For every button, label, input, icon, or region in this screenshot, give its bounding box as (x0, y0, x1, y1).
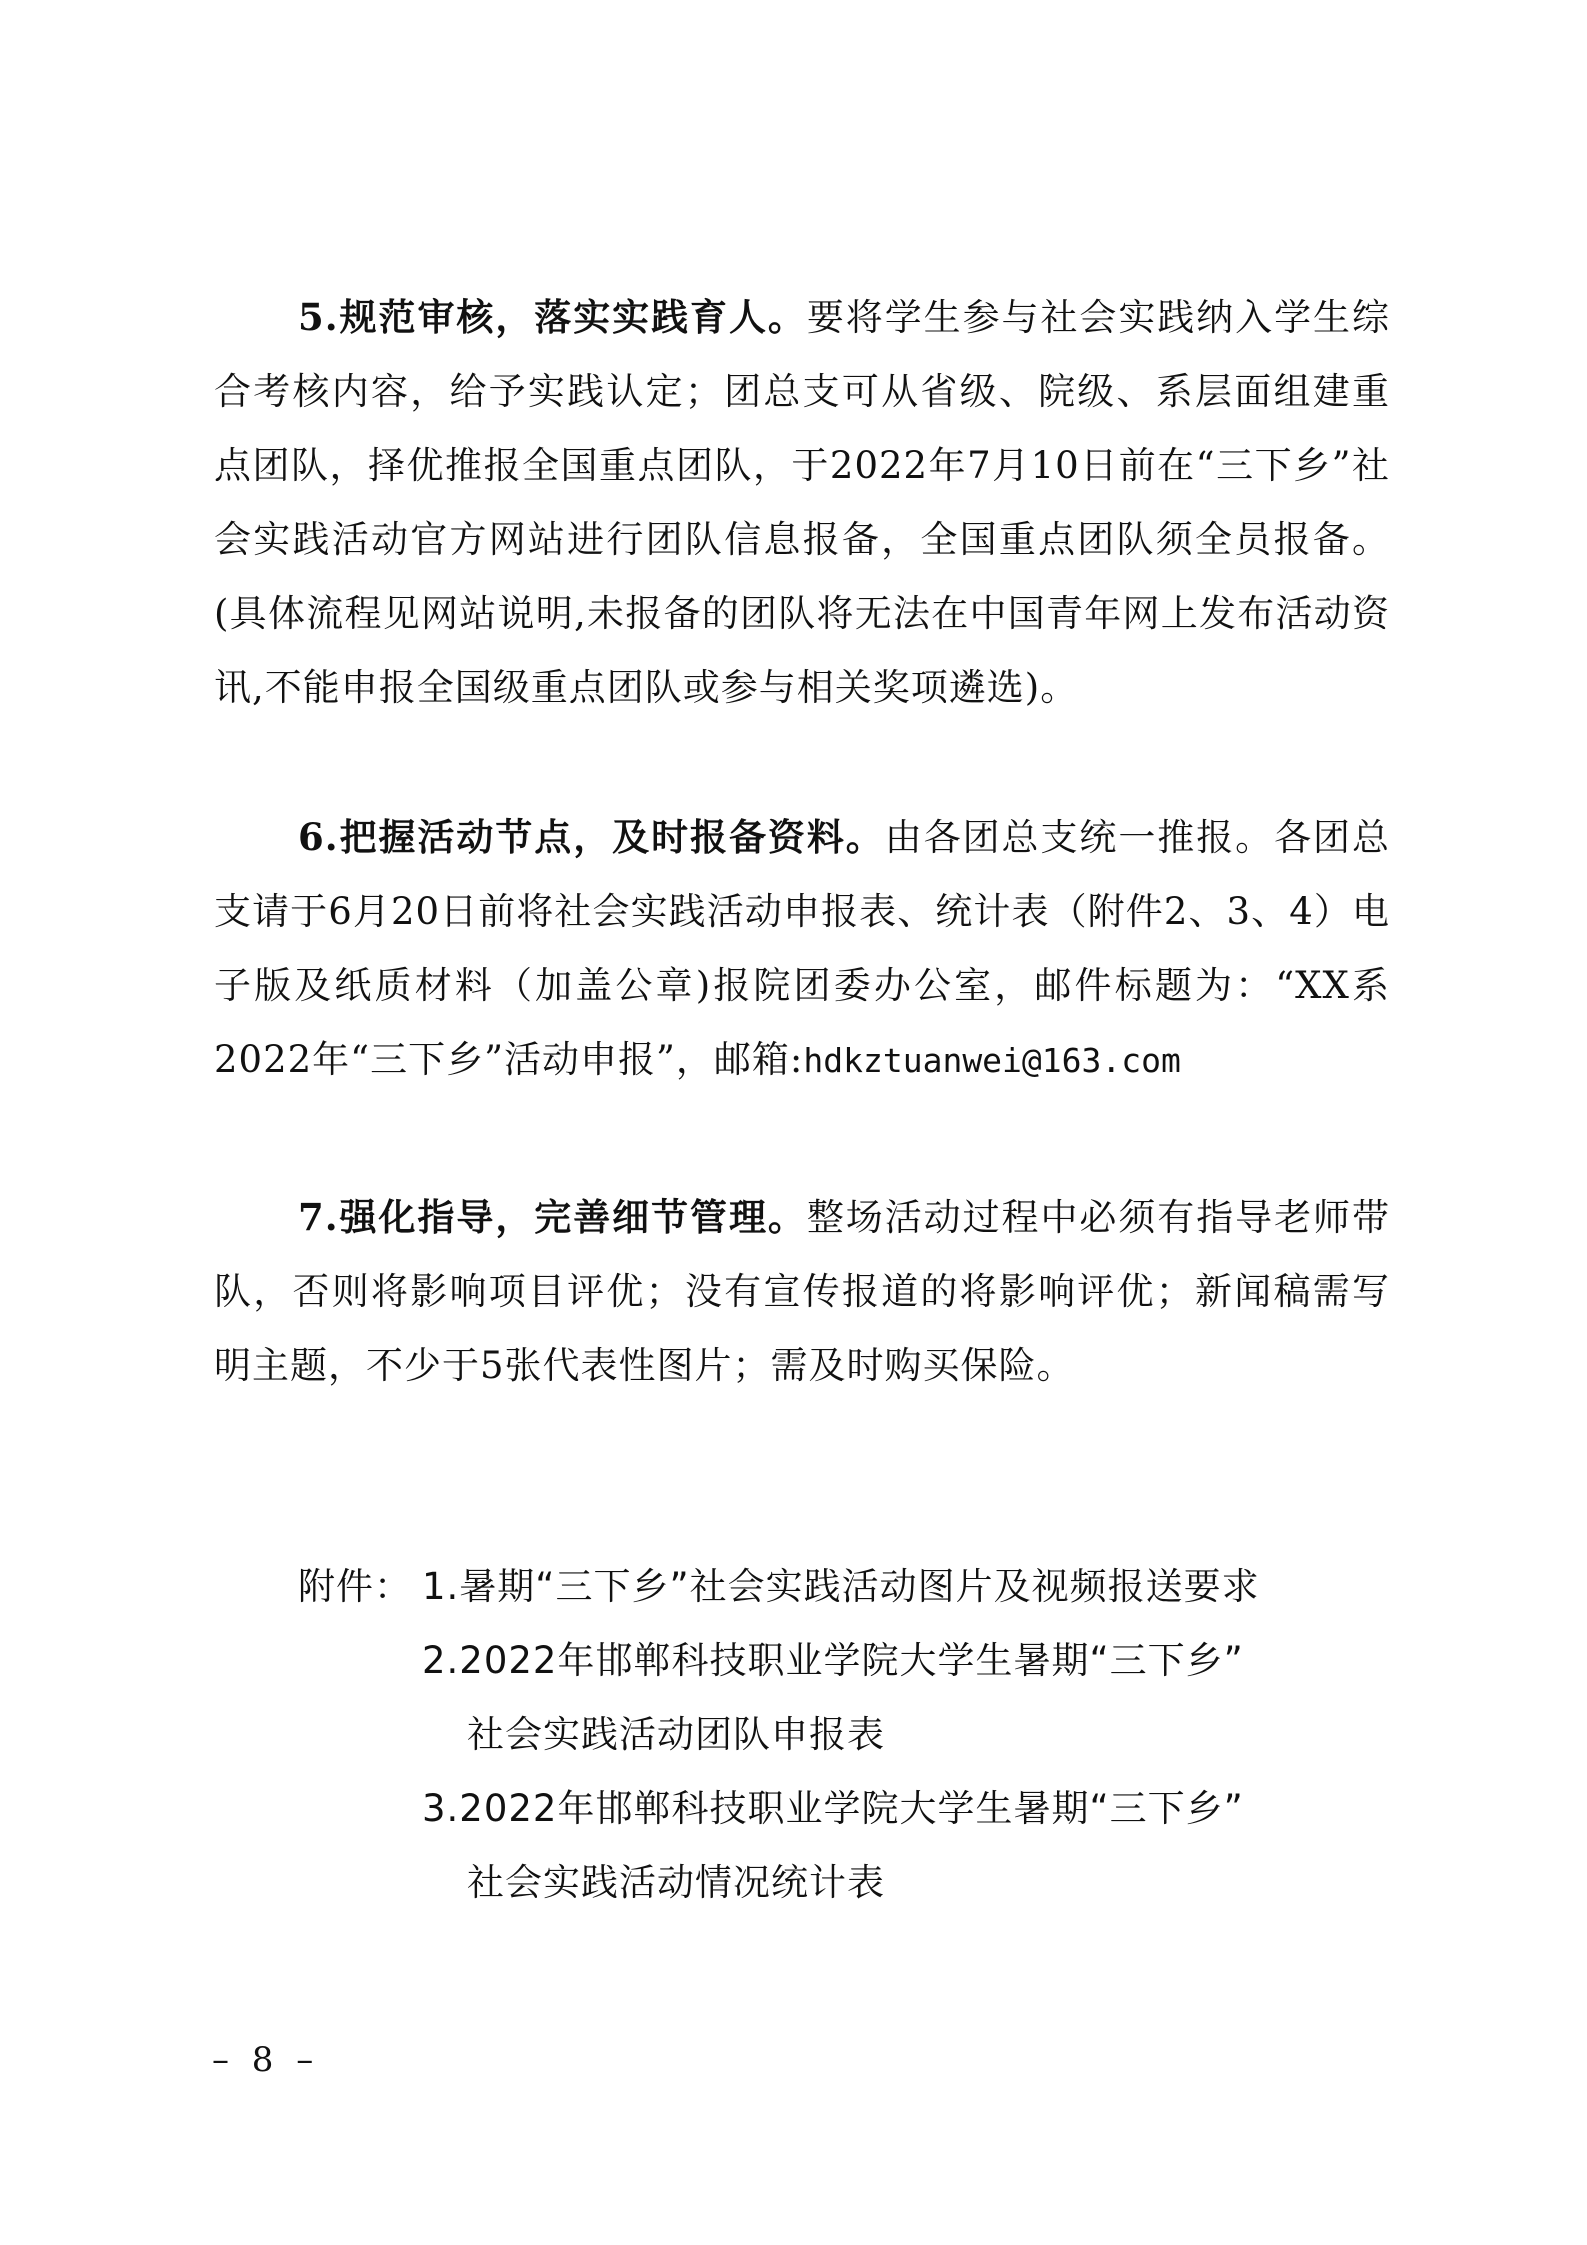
attachment-3-title-continued: 社会实践活动情况统计表 (467, 1861, 885, 1904)
page-number: – 8 – (212, 2040, 320, 2080)
paragraph-5-heading: 5.规范审核，落实实践育人。 (298, 295, 807, 339)
attachment-1-title: 1.暑期“三下乡”社会实践活动图片及视频报送要求 (422, 1565, 1260, 1608)
paragraph-6-body: 由各团总支统一推报。各团总支请于6月20日前将社会实践活动申报表、统计表（附件2、3、4）电子版及纸质材料（加盖公章)报院团委办公室，邮件标题为：“XX系2022年“三下乡”活动申报”，邮箱: (214, 816, 1390, 1081)
email-address: hdkztuanwei@163.com (803, 1041, 1181, 1080)
attachments-list (298, 1550, 1398, 1920)
attachment-item-3 (422, 1772, 1398, 1920)
paragraph-6-heading: 6.把握活动节点，及时报备资料。 (298, 815, 885, 859)
paragraph-7-heading: 7.强化指导，完善细节管理。 (298, 1195, 807, 1239)
attachment-item-1 (298, 1550, 1398, 1624)
attachments-label: 附件： (298, 1565, 412, 1608)
paragraph-7-body: 整场活动过程中必须有指导老师带队，否则将影响项目评优；没有宣传报道的将影响评优；新闻稿需写明主题，不少于5张代表性图片；需及时购买保险。 (214, 1196, 1390, 1387)
paragraph-7 (214, 1180, 1390, 1403)
attachment-2-title: 2.2022年邯郸科技职业学院大学生暑期“三下乡” (422, 1639, 1244, 1682)
attachment-2-title-continued: 社会实践活动团队申报表 (467, 1713, 885, 1756)
attachment-item-2 (422, 1624, 1398, 1772)
paragraph-5-body: 要将学生参与社会实践纳入学生综合考核内容，给予实践认定；团总支可从省级、院级、系层面组建重点团队，择优推报全国重点团队，于2022年7月10日前在“三下乡”社会实践活动官方网站进行团队信息报备，全国重点团队须全员报备。(具体流程见网站说明,未报备的团队将无法在中国青年网上发布活动资讯,不能申报全国级重点团队或参与相关奖项遴选)。 (214, 296, 1390, 709)
paragraph-6 (214, 800, 1390, 1098)
paragraph-5 (214, 280, 1390, 725)
attachment-3-title: 3.2022年邯郸科技职业学院大学生暑期“三下乡” (422, 1787, 1244, 1830)
